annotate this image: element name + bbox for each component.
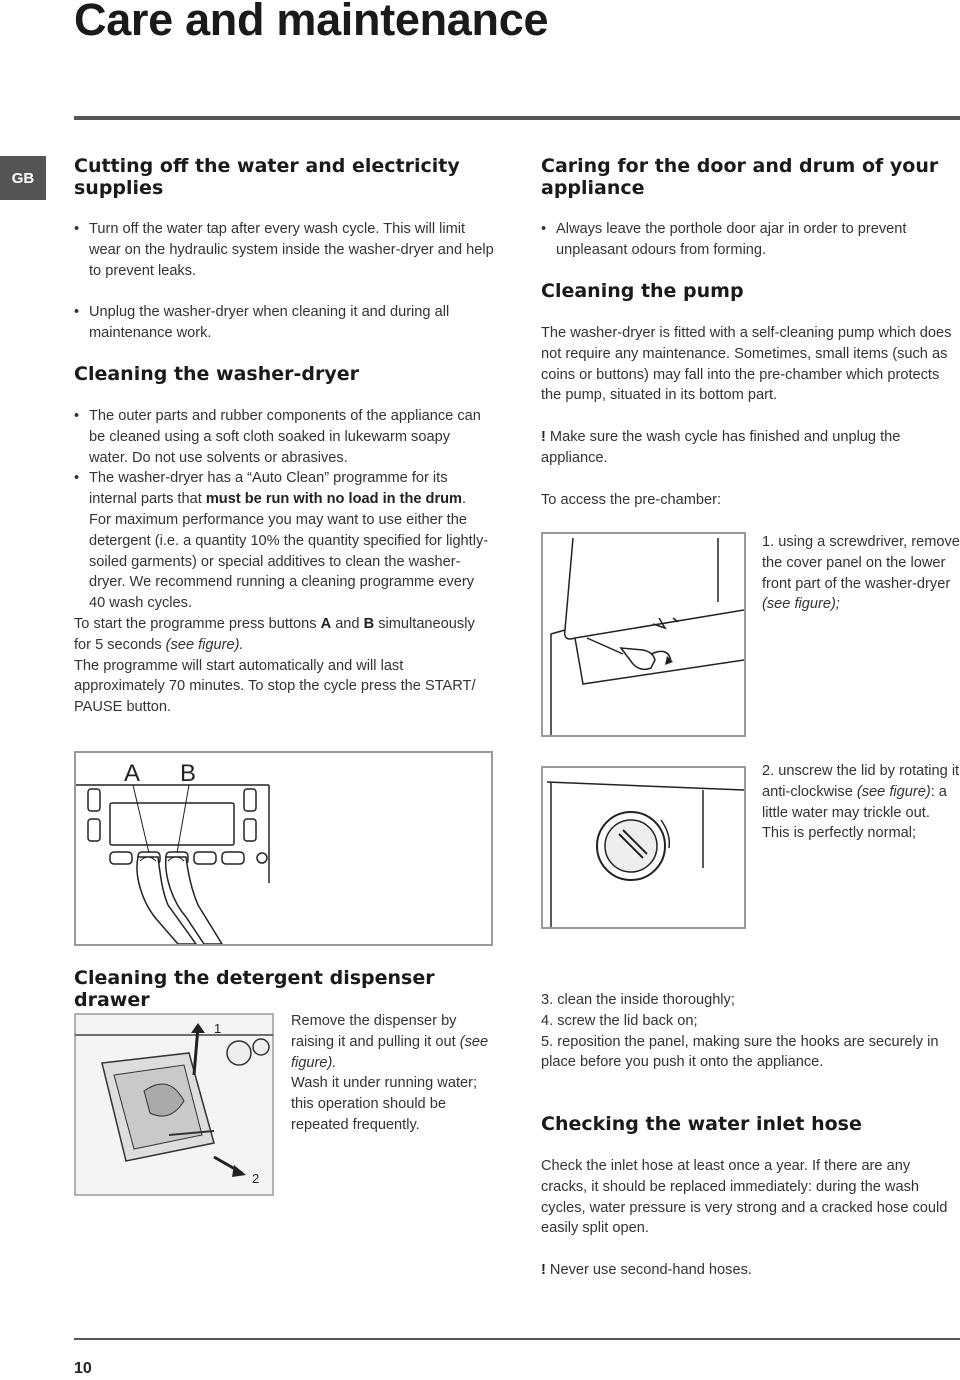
- start-instructions: [74, 614, 492, 656]
- door-heading: Caring for the door and drum of your appliance: [541, 155, 939, 199]
- supplies-heading: Cutting off the water and electricity supplies: [74, 155, 460, 199]
- pump-step-2-text-b: : a little water may trickle out. This is perfectly normal;: [762, 783, 947, 842]
- start-fig-ref: (see figure).: [165, 636, 244, 653]
- pump-warning-mark: !: [541, 429, 546, 446]
- pump-figure-2: [541, 766, 746, 929]
- pump-heading: Cleaning the pump: [541, 280, 744, 302]
- drawer-figure: [74, 1013, 274, 1196]
- drawer-fig-ref: (see figure).: [291, 1033, 489, 1071]
- door-section: [541, 219, 956, 261]
- pump-warning: [541, 427, 956, 469]
- hose-section: [541, 1156, 960, 1281]
- panel-label-a: A: [124, 760, 141, 787]
- pump-step-2: [762, 761, 960, 844]
- start-and: and: [331, 615, 364, 632]
- start-text-b: simultaneously for 5 seconds: [74, 615, 475, 653]
- cleaning-bullet-1: • The outer parts and rubber components of the appliance can be cleaned using a soft cloth soaked in lukewarm soapy water. Do not use solvents or abrasives.: [74, 406, 492, 468]
- door-bullet-1: • Always leave the porthole door ajar in order to prevent unpleasant odours from forming.: [541, 219, 956, 261]
- drawer-text: [291, 1011, 496, 1136]
- supplies-section: [74, 219, 499, 344]
- pump-step-5: 5. reposition the panel, making sure the hooks are securely in place before you push it onto the appliance.: [541, 1033, 939, 1071]
- pump-step-1-fig-ref: (see figure);: [762, 596, 840, 613]
- page-number: 10: [74, 1360, 92, 1377]
- drawer-text-a: Remove the dispenser by raising it and pulling it out: [291, 1013, 460, 1050]
- supplies-bullet-1: • Turn off the water tap after every wash cycle. This will limit wear on the hydraulic system inside the washer-dryer and help to prevent leaks.: [74, 219, 499, 281]
- pump-steps-3-5: [541, 990, 960, 1073]
- hose-warning-mark: !: [541, 1262, 546, 1279]
- hose-para: Check the inlet hose at least once a year. If there are any cracks, it should be replaced immediately: during the wash cycles, water pressure is very strong and a cracked hose could easily split open.: [541, 1158, 948, 1237]
- language-tab: GB: [0, 156, 46, 200]
- pump-step-1: [762, 532, 960, 615]
- cleaning-section: [74, 406, 492, 718]
- lid-unscrew-illustration: [543, 768, 744, 927]
- pump-section: [541, 323, 956, 511]
- drawer-text-b: Wash it under running water; this operation should be repeated frequently.: [291, 1075, 478, 1133]
- control-panel-illustration: [76, 753, 491, 944]
- pump-step-4: 4. screw the lid back on;: [541, 1012, 698, 1029]
- cleaning-bullet-2: [74, 468, 492, 614]
- cleaning-bullet-2-text-b: . For maximum performance you may want to use either the detergent (i.e. a quantity 10% the quantity specified for lightly-soiled garments) or special additives to clean the washer-dryer. We recommend running a cleaning programme every 40 wash cycles.: [89, 491, 489, 612]
- pump-access: To access the pre-chamber:: [541, 491, 722, 508]
- pump-step-1-text: 1. using a screwdriver, remove the cover panel on the lower front part of the washer-dryer: [762, 534, 960, 592]
- drawer-fig-label-1: 1: [214, 1021, 222, 1036]
- header-divider: [74, 116, 960, 120]
- pump-step-2-text-a: 2. unscrew the lid by rotating it anti-clockwise: [762, 763, 960, 800]
- start-text-a: To start the programme press buttons: [74, 615, 321, 632]
- supplies-bullet-2: • Unplug the washer-dryer when cleaning it and during all maintenance work.: [74, 302, 499, 344]
- footer-divider: [74, 1338, 960, 1340]
- drawer-fig-label-2: 2: [252, 1171, 260, 1186]
- control-panel-figure: [74, 751, 493, 946]
- hose-warning: [541, 1260, 960, 1281]
- drawer-heading: Cleaning the detergent dispenser drawer: [74, 967, 435, 1011]
- pump-figure-1: [541, 532, 746, 737]
- button-a-ref: A: [320, 615, 332, 632]
- panel-label-b: B: [180, 760, 197, 787]
- page-title: Care and maintenance: [74, 0, 549, 45]
- pump-step-2-fig-ref: (see figure): [856, 783, 931, 800]
- auto-start-text: The programme will start automatically and will last approximately 70 minutes. To stop the cycle press the START/ PAUSE button.: [74, 657, 476, 716]
- drawer-illustration: [74, 1013, 274, 1196]
- button-b-ref: B: [363, 615, 375, 632]
- hose-warning-text: Never use second-hand hoses.: [545, 1262, 752, 1279]
- cleaning-bullet-2-text-a: The washer-dryer has a “Auto Clean” programme for its internal parts that: [89, 470, 448, 508]
- hose-heading: Checking the water inlet hose: [541, 1113, 862, 1135]
- pump-step-3: 3. clean the inside thoroughly;: [541, 992, 735, 1008]
- cleaning-heading: Cleaning the washer-dryer: [74, 363, 360, 385]
- pump-para-1: The washer-dryer is fitted with a self-cleaning pump which does not require any maintenance. Sometimes, small items (such as coins or buttons) may fall into the pre-chamber which protects the pump, situated in its bottom part.: [541, 325, 952, 404]
- pump-warning-text: Make sure the wash cycle has finished and unplug the appliance.: [541, 429, 901, 466]
- panel-removal-illustration: [543, 534, 744, 735]
- cleaning-bullet-2-bold: must be run with no load in the drum: [205, 491, 463, 508]
